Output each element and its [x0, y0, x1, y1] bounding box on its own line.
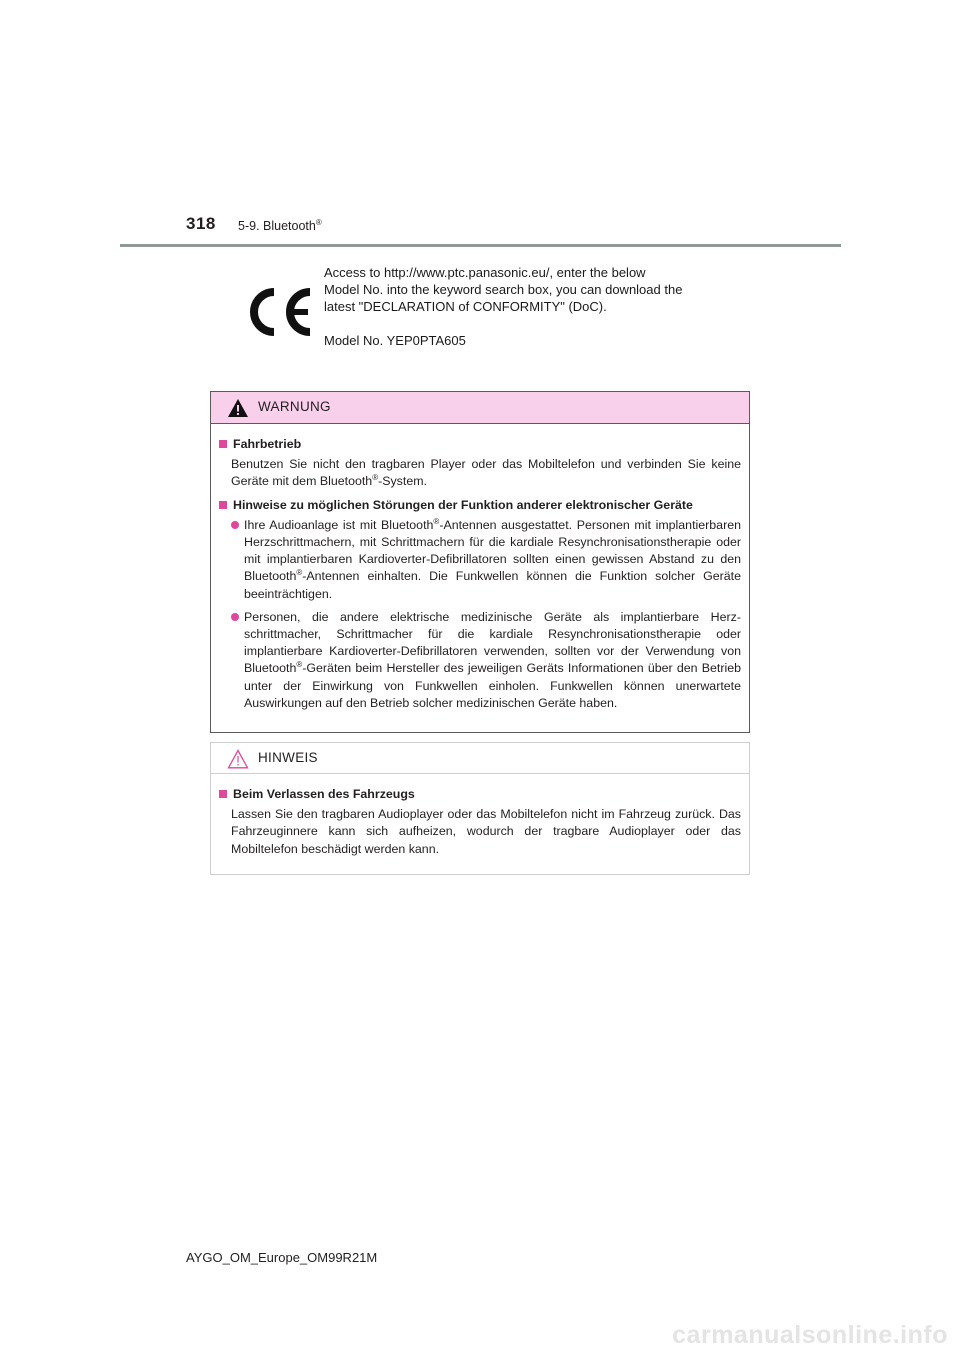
header-rule	[120, 244, 841, 247]
section-title-text: 5-9. Bluetooth	[238, 219, 316, 233]
warning-triangle-icon	[227, 398, 249, 418]
warning-paragraph	[231, 456, 741, 490]
registered-mark: ®	[296, 660, 303, 670]
warning-header	[211, 392, 749, 424]
warning-section-heading	[219, 497, 741, 514]
page-number: 318	[186, 214, 216, 233]
text: -Antennen einhalten. Die Funkwellen können die Funktion solcher Geräte beeinträchtigen.	[244, 569, 741, 601]
caution-triangle-icon	[227, 749, 249, 769]
warning-title: WARNUNG	[258, 399, 331, 414]
text: Benutzen Sie nicht den tragbaren Player oder das Mobiltelefon und verbinden Sie keine Geräte mit dem Bluetooth	[231, 457, 741, 489]
notice-paragraph: Lassen Sie den tragbaren Audioplayer oder das Mobiltelefon nicht im Fahrzeug zurück. Das Fahrzeuginnere kann sich aufheizen, wodurch der tragbare Audioplayer oder das Mobiltelefon beschädigt werden kann.	[231, 807, 741, 856]
list-item-text	[244, 517, 741, 603]
notice-header	[211, 743, 749, 774]
square-bullet-icon	[219, 440, 227, 448]
text: -Geräten beim Hersteller des jeweiligen Geräts Informationen über den Betrieb unter der Einwirkung von Funkwellen einholen. Funkwellen können unerwartete Auswirkungen auf den Betrieb solcher medizinischen Geräte haben.	[244, 661, 741, 710]
heading-text: Fahrbetrieb	[233, 437, 302, 451]
warning-body	[211, 424, 749, 712]
circle-bullet-icon	[231, 613, 239, 621]
notice-body	[211, 774, 749, 858]
heading-text: Hinweise zu möglichen Störungen der Funktion anderer elektronischer Geräte	[233, 497, 693, 512]
text: Personen, die andere elektrische medizinische Geräte als implantierbare Herzschrittmacher, Schrittmacher für die kardiale Resynchronisationstherapie oder implantierbare Kardioverter-Defibrillatoren verwenden, sollten vor der Verwendung von Bluetooth	[244, 609, 741, 676]
notice-section-heading	[219, 786, 741, 803]
ce-model-number: Model No. YEP0PTA605	[324, 333, 466, 348]
notice-title: HINWEIS	[258, 750, 318, 765]
text: -Antennen ausgestattet. Personen mit implantierbaren Herzschrittmachern, mit Schrittmachern für die kardiale Resynchronisationstherapie oder mit implantierbaren Kardioverter-Defibrillatoren sollten einen gewissen Abstand zu den Bluetooth	[244, 517, 741, 584]
heading-text: Beim Verlassen des Fahrzeugs	[233, 787, 415, 801]
ce-line: Access to http://www.ptc.panasonic.eu/, enter the below	[324, 265, 646, 280]
ce-mark-icon	[244, 286, 316, 338]
section-title	[238, 219, 322, 233]
watermark: carmanualsonline.info	[672, 1321, 948, 1349]
text: -System.	[378, 474, 427, 489]
list-item-text	[244, 609, 741, 712]
list-item	[231, 517, 741, 603]
ce-text	[324, 264, 744, 349]
footer-document-id: AYGO_OM_Europe_OM99R21M	[186, 1250, 378, 1265]
ce-line: Model No. into the keyword search box, you can download the	[324, 282, 683, 297]
warning-box	[210, 391, 750, 733]
registered-mark: ®	[315, 217, 322, 227]
circle-bullet-icon	[231, 521, 239, 529]
square-bullet-icon	[219, 501, 227, 509]
ce-line: latest "DECLARATION of CONFORMITY" (DoC).	[324, 299, 607, 314]
list-item	[231, 609, 741, 712]
text: Ihre Audioanlage ist mit Bluetooth	[244, 517, 434, 532]
ce-declaration	[244, 264, 744, 360]
registered-mark: ®	[372, 473, 379, 483]
warning-section-heading	[219, 436, 741, 453]
square-bullet-icon	[219, 790, 227, 798]
registered-mark: ®	[296, 568, 303, 578]
registered-mark: ®	[433, 516, 440, 526]
notice-box	[210, 742, 750, 875]
